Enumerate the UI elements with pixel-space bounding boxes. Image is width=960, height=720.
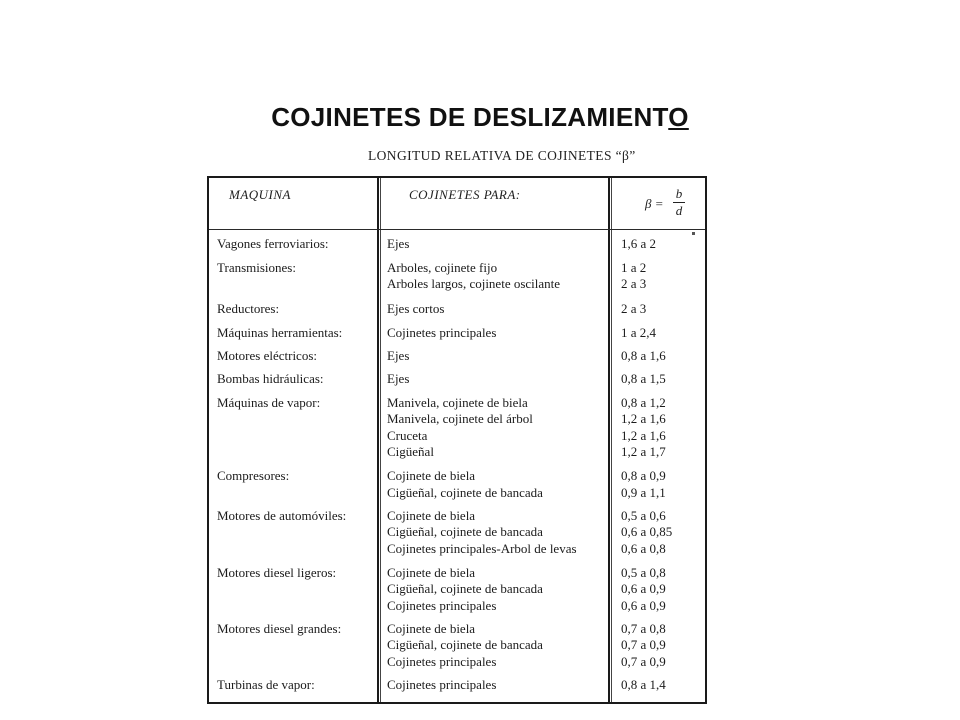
bearing-cell: Cojinetes principales — [387, 677, 497, 692]
slide-title-main: COJINETES DE DESLIZAMIENT — [271, 102, 669, 132]
header-beta-formula — [645, 187, 705, 221]
machine-cell: Vagones ferroviarios: — [217, 236, 329, 251]
column-divider — [611, 178, 612, 702]
formula-denominator: d — [675, 203, 683, 218]
bearing-cell: Cigüeñal — [387, 444, 434, 459]
bearing-cell: Cigüeñal, cojinete de bancada — [387, 581, 543, 596]
bearing-cell: Ejes — [387, 236, 410, 251]
beta-value-cell: 2 a 3 — [621, 301, 647, 316]
column-divider — [608, 178, 610, 702]
beta-value-cell: 0,9 a 1,1 — [621, 485, 666, 500]
bearing-cell: Cigüeñal, cojinete de bancada — [387, 524, 543, 539]
beta-value-cell: 1,6 a 2 — [621, 236, 657, 251]
beta-value-cell: 0,6 a 0,8 — [621, 541, 666, 556]
formula-fraction — [673, 187, 685, 218]
machine-cell: Turbinas de vapor: — [217, 677, 315, 692]
bearing-cell: Cojinete de biela — [387, 468, 476, 483]
bearing-cell: Cojinete de biela — [387, 621, 476, 636]
machine-cell: Reductores: — [217, 301, 280, 316]
beta-value-cell: 0,8 a 1,5 — [621, 371, 666, 386]
document-subtitle: LONGITUD RELATIVA DE COJINETES “β” — [368, 148, 636, 163]
scan-artifact — [692, 232, 695, 235]
bearing-cell: Cojinete de biela — [387, 565, 476, 580]
machine-cell: Bombas hidráulicas: — [217, 371, 324, 386]
beta-value-cell: 0,6 a 0,9 — [621, 581, 666, 596]
beta-value-cell: 0,7 a 0,9 — [621, 637, 666, 652]
bearing-cell: Cojinetes principales — [387, 598, 497, 613]
machine-cell: Máquinas de vapor: — [217, 395, 321, 410]
beta-value-cell: 0,8 a 1,4 — [621, 677, 666, 692]
bearing-cell: Ejes — [387, 371, 410, 386]
machine-cell: Motores de automóviles: — [217, 508, 347, 523]
beta-value-cell: 1,2 a 1,7 — [621, 444, 666, 459]
beta-value-cell: 0,8 a 1,6 — [621, 348, 666, 363]
beta-value-cell: 1,2 a 1,6 — [621, 411, 666, 426]
bearing-cell: Cigüeñal, cojinete de bancada — [387, 485, 543, 500]
header-divider — [209, 229, 705, 230]
bearing-cell: Cojinetes principales — [387, 325, 497, 340]
machine-cell: Motores diesel grandes: — [217, 621, 342, 636]
beta-value-cell: 1 a 2 — [621, 260, 647, 275]
slide-title-last-letter: O — [668, 102, 689, 132]
beta-value-cell: 0,6 a 0,85 — [621, 524, 673, 539]
bearing-cell: Cojinete de biela — [387, 508, 476, 523]
machine-cell: Máquinas herramientas: — [217, 325, 343, 340]
column-divider — [377, 178, 379, 702]
machine-cell: Motores eléctricos: — [217, 348, 317, 363]
bearing-cell: Arboles largos, cojinete oscilante — [387, 276, 561, 291]
beta-value-cell: 0,8 a 0,9 — [621, 468, 666, 483]
bearing-length-table — [207, 176, 707, 704]
bearing-cell: Cigüeñal, cojinete de bancada — [387, 637, 543, 652]
beta-value-cell: 0,6 a 0,9 — [621, 598, 666, 613]
bearing-cell: Manivela, cojinete del árbol — [387, 411, 533, 426]
beta-value-cell: 1 a 2,4 — [621, 325, 657, 340]
beta-value-cell: 1,2 a 1,6 — [621, 428, 666, 443]
beta-value-cell: 0,5 a 0,8 — [621, 565, 666, 580]
beta-value-cell: 0,5 a 0,6 — [621, 508, 666, 523]
slide-title — [0, 102, 960, 133]
machine-cell: Compresores: — [217, 468, 290, 483]
bearing-cell: Cojinetes principales-Arbol de levas — [387, 541, 577, 556]
bearing-cell: Ejes — [387, 348, 410, 363]
formula-lhs: β = — [645, 196, 664, 211]
beta-value-cell: 0,8 a 1,2 — [621, 395, 666, 410]
bearing-cell: Cojinetes principales — [387, 654, 497, 669]
bearing-cell: Arboles, cojinete fijo — [387, 260, 498, 275]
beta-value-cell: 2 a 3 — [621, 276, 647, 291]
machine-cell: Transmisiones: — [217, 260, 296, 275]
beta-value-cell: 0,7 a 0,8 — [621, 621, 666, 636]
machine-cell: Motores diesel ligeros: — [217, 565, 337, 580]
formula-numerator: b — [675, 186, 683, 201]
column-divider — [380, 178, 381, 702]
bearing-cell: Ejes cortos — [387, 301, 445, 316]
header-machine: MAQUINA — [229, 187, 291, 202]
bearing-cell: Cruceta — [387, 428, 428, 443]
header-bearings: COJINETES PARA: — [409, 187, 521, 202]
bearing-cell: Manivela, cojinete de biela — [387, 395, 528, 410]
beta-value-cell: 0,7 a 0,9 — [621, 654, 666, 669]
